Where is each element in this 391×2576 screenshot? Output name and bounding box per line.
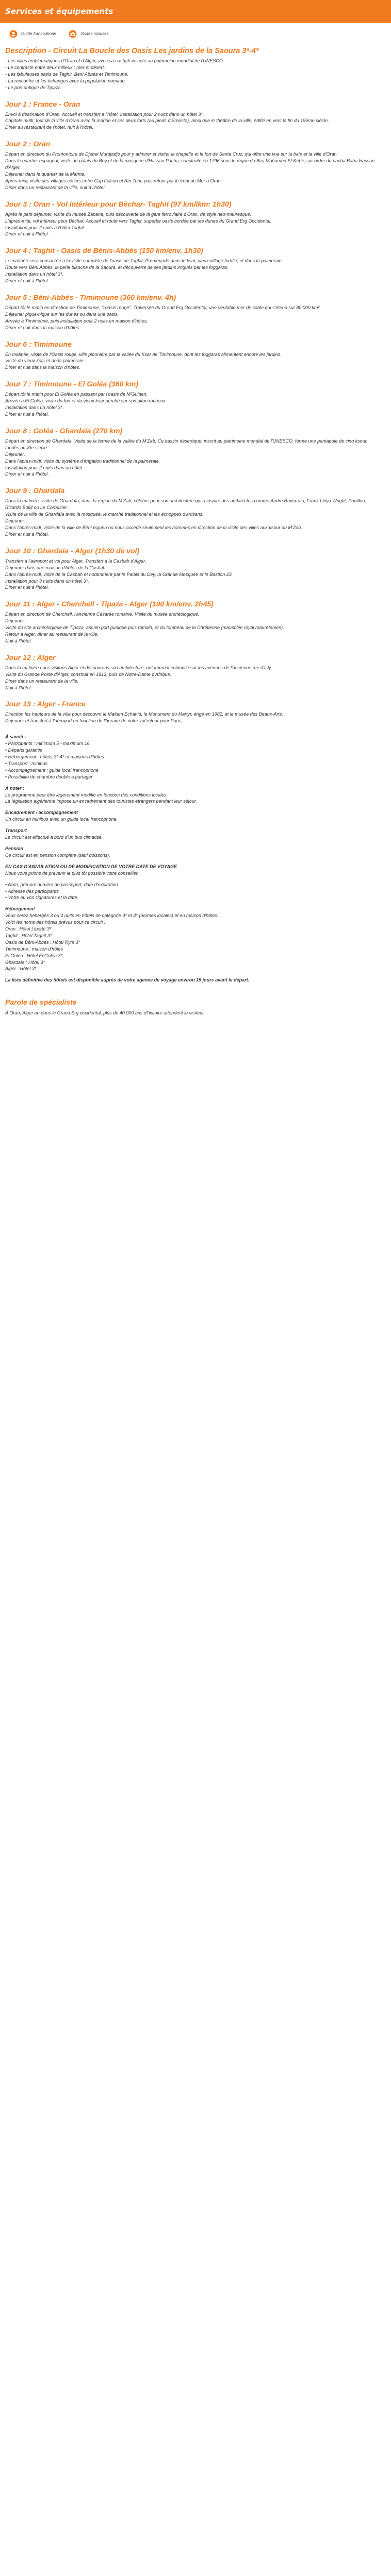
day-paragraph: Transfert à l'aéroport et vol pour Alger. Transfert à la Casbah d'Alger. [5,558,146,564]
spacer [5,901,382,906]
day-paragraph: Départ en direction du Promontoire de Djebel Murdjadjo pour y admirer et visiter la chapelle et le fort de Santa Cruz, qui offre une vue sur la baie et la ville d'Oran. [5,151,338,157]
itinerary-day [5,379,382,418]
info-line: Ce circuit est en pension complète (sauf boissons). [5,852,110,858]
day-paragraph: Dans l'après-midi, visite du système d'irrigation traditionnel de la palmeraie. [5,458,160,464]
itinerary-day [5,599,382,645]
day-paragraph: Retour à Alger, dîner au restaurant de la ville. [5,632,99,637]
day-paragraph: Dîner et nuit à l'hôtel. [5,531,49,537]
itinerary-day [5,99,382,131]
day-paragraph: Envol à destination d'Oran. Accueil et transfert à l'hôtel. Installation pour 2 nuits dans un hôtel 3*. [5,111,204,117]
badge-guide-label: Guide francophone [21,31,57,36]
badge-guide [9,30,56,38]
info-line: Ghardaïa : Hôtel 3* [5,959,45,965]
day-paragraph: Dîner au restaurant de l'hôtel, nuit à l'hôtel. [5,125,94,130]
day-title: Jour 4 : Taghit - Oasis de Bénis-Abbès (150 km/env. 1h30) [5,246,203,255]
day-paragraph: Dîner et nuit à l'hôtel. [5,278,49,284]
itinerary-day [5,699,382,724]
day-paragraph: Direction les hauteurs de la ville pour découvrir le Makam Echahid, le Monument du Martyr, érigé en 1982, et le musée des Beaux-Arts. [5,711,283,717]
day-paragraph: Visite du Grande Poste d'Alger, construit en 1913, puis de Notre-Dame d'Afrique. [5,671,171,677]
day-paragraph: Visite de la ville de Ghardaïa avec la mosquée, le marché traditionnel et les échoppes d'artisans. [5,512,204,517]
info-line: Voici les noms des hôtels prévus pour ce circuit : [5,920,106,925]
info-heading: Hébergement [5,906,35,912]
info-line: Vous serez hébergés 3 ou 4 nuits en hôtels de catégorie 3* et 4* (normes locales) et en maison d'hôtes. [5,913,219,919]
info-line: Taghit : Hôtel Taghit 3* [5,933,52,938]
info-line: • Hébergement : hôtels 3*-4* et maisons d'hôtes [5,754,104,759]
day-paragraph: Départ en direction de Ghardaïa. Visite de la ferme de la vallée du M'Zab. Ce bassin désertique, inscrit au patrimoine mondial de l'UNESCO, forme une pentapole de cinq ksour, fondés au XIe siècle. [5,438,368,450]
itinerary-day [5,199,382,238]
day-title: Jour 10 : Ghardaïa - Alger (1h30 de vol) [5,546,140,555]
info-line: Nous vous prions de prévenir le plus tôt possible votre conseiller. [5,870,139,876]
info-heading: À savoir : [5,734,27,740]
day-paragraph: Route vers Béni Abbès, la perle blanche de la Saoura, et découverte de ses jardins irrigués par les foggaras. [5,265,229,270]
day-paragraph: Arrivée à Timimoune, puis installation pour 2 nuits en maison d'hôtes. [5,318,148,324]
day-paragraph: Arrivée à El Goléa, visite du fort et du vieux ksar perché sur son piton rocheux. [5,398,167,404]
info-line: • Adresse des participants [5,888,59,894]
day-paragraph: Dîner et nuit à l'hôtel. [5,231,49,237]
info-line: Oasis de Béni-Abbès : Hôtel Rym 3* [5,939,80,945]
day-title: Jour 12 : Alger [5,653,56,662]
day-paragraph: Visite du site archéologique de Tipaza, ancien port punique puis romain, et du tombeau de la Chrétienne (mausolée royal maurétanien). [5,625,284,631]
day-paragraph: Visite du vieux ksar et de la palmeraie. [5,358,85,364]
itinerary-day [5,653,382,691]
info-line: Le programme peut être légèrement modifié en fonction des conditions locales. [5,792,168,798]
itinerary-day [5,486,382,537]
highlight-item: - Les villes emblématiques d'Oran et d'Alger, avec sa casbah inscrite au patrimoine mondial de l'UNESCO. [5,58,382,64]
day-title: Jour 1 : France - Oran [5,99,80,108]
day-paragraph: Dans le quartier espagnol, visite du palais du Bey et de la mosquée d'Hassan Pacha, construite en 1796 sous le règne du Bey Mohamed El-Kébir, sur ordre du pacha Baba Hassan d'Alger. [5,158,375,171]
day-paragraph: Le matinée sera consacrée à la visite complète de l'oasis de Taghit. Promenade dans le ksar, vieux village fortifié, et dans la palmeraie. [5,258,283,264]
spacer [5,984,382,988]
highlight-item: - La rencontre et les échanges avec la population nomade. [5,78,382,84]
spacer [5,781,382,785]
day-paragraph: Dîner dans un restaurant de la ville, nuit à l'hôtel. [5,184,106,190]
day-title: Jour 2 : Oran [5,140,51,148]
info-line: El Goléa : Hôtel El Goléa 3* [5,953,63,958]
day-paragraph: En matinée, visite de l'Oasis rouge, ville pionnière par la vallée du Ksar de Timimoune, dont les foggaras alimentent encore les jardins. [5,351,282,357]
day-paragraph: Déjeuner. [5,518,25,524]
description-title: Description - Circuit La Boucle des Oasis Les jardins de la Saoura 3*-4* [5,47,259,55]
info-line: • Nom, prénom numéro de passeport, date d'expiration [5,882,118,887]
section-title: Parole de spécialiste [5,998,77,1007]
info-heading: Transport [5,828,27,834]
day-paragraph: Installation pour 2 nuits dans un hôtel. [5,465,84,470]
day-title: Jour 6 : Timimoune [5,340,72,348]
day-paragraph: Départ tôt le matin en direction de Timimoune, "l'oasis rouge". Traversée du Grand Erg Occidental, une véritable mer de sable qui s'étend sur 80 000 km². [5,304,321,310]
info-heading: Pension [5,845,24,851]
spacer [5,877,382,882]
day-paragraph: Installation dans un hôtel 3*. [5,272,64,277]
day-paragraph: Dans la matinée nous visitons Alger et découvrons son architecture, notamment coloniale sur les avenues de l'ancienne rue d'Isly. [5,665,272,670]
day-paragraph: Installation dans un hôtel 3*. [5,405,64,411]
day-title: Jour 11 : Alger - Cherchell - Tipaza - Alger (190 km/env. 2h45) [5,600,214,608]
day-paragraph: Déjeuner dans le quartier de la Marine. [5,171,86,177]
day-title: Jour 13 : Alger - France [5,700,86,708]
day-title: Jour 7 : Timimoune - El Goléa (360 km) [5,380,139,388]
info-line: • Transport : minibus [5,760,48,766]
info-heading: La liste définitive des hôtels est disponible auprès de votre agence de voyage environ 15 jours avant le départ. [5,977,250,983]
itinerary-day [5,546,382,591]
day-paragraph: Dans la matinée, visite de Ghardaïa, dans la région du M'Zab, célèbre pour son architecture qui a inspiré des architectes comme André Ravereau, Frank Lloyd Wright, Pouillon, Ricardo Bofill ou Le Corbusier. [5,498,366,511]
day-paragraph: Capitale multi, tout de la ville d'Oran avec la marine et ses deux forts (au pieds d'Ernesto), ainsi que le théâtre de la ville, édifié en vers la fin du 19ème siècle. [5,118,329,124]
itinerary-day [5,246,382,284]
highlight-item: - Le port antique de Tipaza. [5,84,382,91]
itinerary-day [5,139,382,191]
day-paragraph: Départ tôt le matin pour El Goléa en passant par l'oasis de M'Guiden. [5,392,148,397]
itinerary-days [5,99,382,725]
day-paragraph: Dîner et nuit à l'hôtel. [5,471,49,477]
day-paragraph: Déjeuner pique-nique sur les dunes ou dans une oasis. [5,311,119,317]
spacer [5,805,382,809]
info-line: • Accompagnement : guide local francophone [5,767,99,773]
info-line: La législation algérienne impose un encadrement des touristes étrangers pendant leur séjour. [5,799,197,804]
badge-sightseeing-label: Visites incluses [80,31,109,36]
itinerary-day [5,293,382,331]
day-paragraph: Dîner dans un restaurant de la ville. [5,678,79,684]
info-line: Le circuit est effectué à bord d'un bus climatisé. [5,835,103,840]
day-paragraph: Dans l'après-midi, visite de la ville de Béni Isguen où nous accède seulement les hommes en direction de la visite des villes aux ksour du M'Zab. [5,524,302,530]
day-paragraph: Installation pour 3 nuits dans un hôtel 3*. [5,578,89,584]
info-line: Timimoune : maison d'hôtes [5,946,63,952]
info-line: • Possibilité de chambre double à partager [5,774,93,779]
day-paragraph: Installation pour 2 nuits à l'hôtel Taghit. [5,225,85,230]
highlight-item: - Les fabuleuses oasis de Taghit, Beni Abbès et Timimoune. [5,71,382,78]
day-paragraph: Déjeuner dans une maison d'hôtes de la Casbah. [5,565,107,570]
description-section [5,46,382,91]
highlights-list [5,58,382,91]
day-paragraph: Après le petit déjeuner, visite du musée Zabana, puis découverte de la gare ferroviaire d'Oran, de style néo-mauresque. [5,211,251,217]
spacer [5,859,382,863]
info-heading: EN CAS D'ANNULATION OU DE MODIFICATION DE VOTRE DATE DE VOYAGE [5,863,177,869]
day-paragraph: Déjeuner. [5,618,25,624]
page-header [0,0,391,23]
day-title: Jour 8 : Goléa - Ghardaïa (270 km) [5,426,123,435]
day-paragraph: Dîner et nuit dans la maison d'hôtes. [5,325,80,330]
spacer [5,972,382,977]
day-paragraph: Départ en direction de Cherchell, l'ancienne Césarée romaine. Visite du musée archéologique. [5,612,200,617]
info-line: Alger : Hôtel 3* [5,966,37,972]
day-paragraph: Dîner et nuit à l'hôtel. [5,412,49,417]
day-paragraph: Déjeuner et transfert à l'aéroport en fonction de l'horaire de votre vol retour pour Paris. [5,718,183,724]
day-paragraph: Nuit à l'hôtel. [5,638,32,643]
itinerary-day [5,426,382,478]
service-badges [9,29,109,39]
info-line: Un circuit en minibus avec un guide local francophone. [5,817,118,822]
itinerary-day [5,340,382,371]
day-paragraph: L'après-midi, vol intérieur pour Béchar. Accueil et route vers Taghit, superbe oasis bordée par les dunes du Grand Erg Occidental. [5,218,272,224]
info-line: • Votre ou vos signatures et la date. [5,895,78,901]
day-paragraph: Dans l'après-midi, visite de la Casbah et notamment par le Palais du Dey, la Grande Mosquée et le Bastion 23. [5,571,233,577]
info-line: À Oran, Alger ou dans le Grand Erg occidental, plus de 40 000 ans d'histoire attendent le visiteur. [5,1010,205,1016]
practical-info [5,734,382,1016]
info-line: Oran : Hôtel Liberté 3* [5,926,52,932]
spacer [5,823,382,827]
spacer [5,841,382,845]
info-heading: À noter : [5,785,24,791]
info-heading: Encadrement / accompagnement [5,810,78,816]
page-title: Services et équipements [5,7,113,16]
day-title: Jour 3 : Oran - Vol intérieur pour Béchar- Taghit (97 km/lkm: 1h30) [5,199,232,208]
day-paragraph: Nuit à l'hôtel. [5,685,32,690]
day-title: Jour 9 : Ghardaïa [5,486,65,495]
guide-icon [9,30,18,38]
day-paragraph: Dîner et nuit dans la maison d'hôtes. [5,365,80,370]
day-paragraph: Déjeuner. [5,451,25,457]
badge-sightseeing [69,30,109,38]
day-title: Jour 5 : Béni-Abbès - Timimoune (360 km/env. 4h) [5,293,176,301]
main-content [5,46,382,1016]
sightseeing-icon [69,30,77,38]
info-line: • Départs garantis [5,748,42,753]
info-line: • Participants : minimum 5 - maximum 16 [5,741,90,747]
day-paragraph: Après-midi, visite des villages côtiers entre Cap Falcon et Aïn Turk, puis retour par le front de Mer à Oran. [5,178,222,183]
day-paragraph: Dîner et nuit à l'hôtel. [5,585,49,590]
highlight-item: - Le contraste entre deux milieux : mer et désert. [5,64,382,71]
